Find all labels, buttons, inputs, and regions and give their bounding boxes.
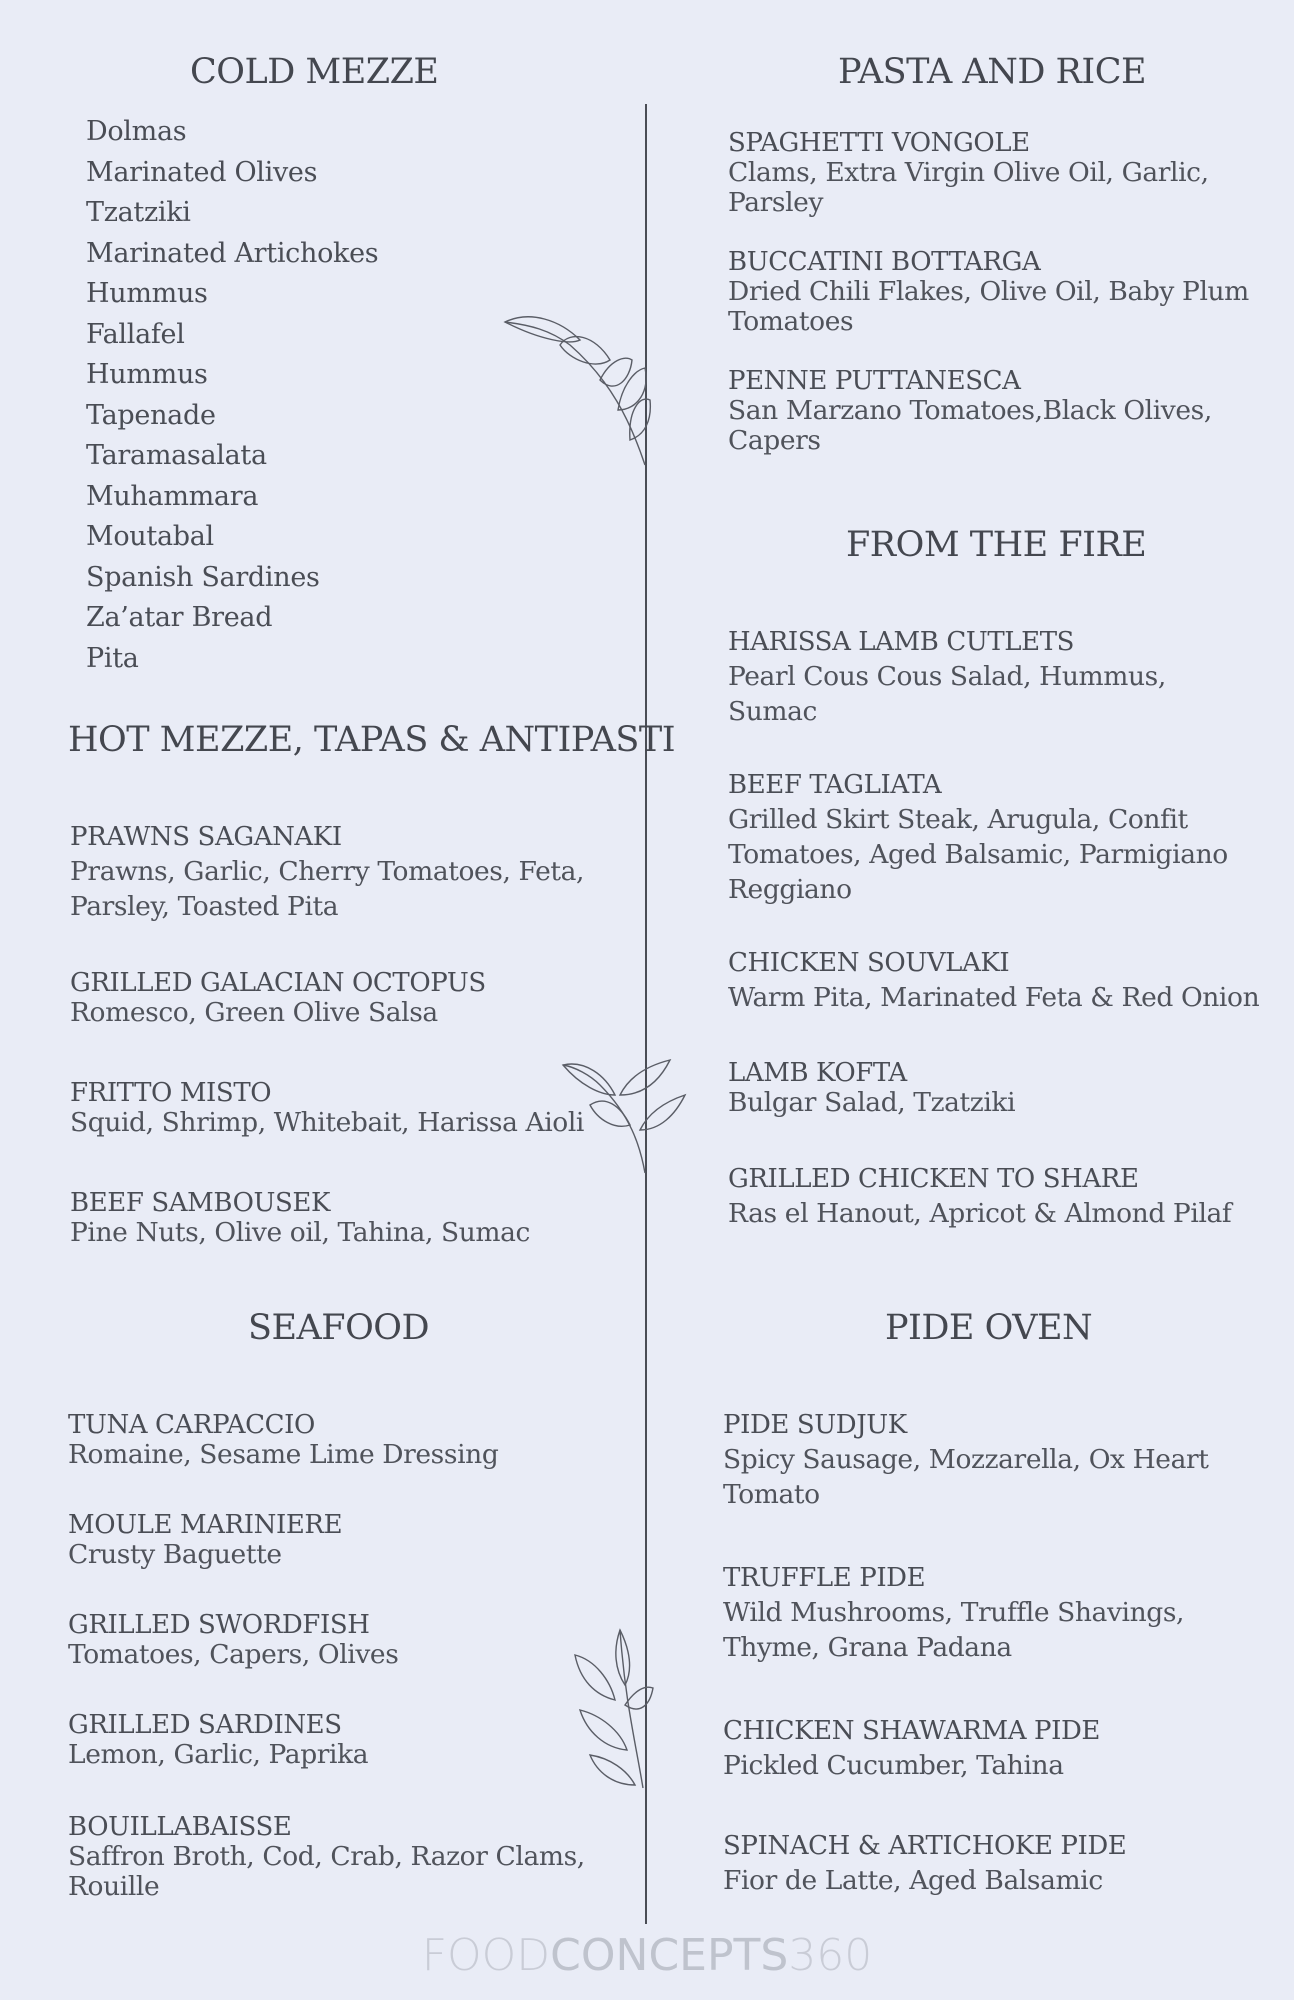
menu-item [723, 1410, 1209, 1512]
item-description: Tomatoes, Capers, Olives [68, 1639, 399, 1670]
section-title-hot-mezze: HOT MEZZE, TAPAS & ANTIPASTI [68, 720, 676, 760]
item-description: Pine Nuts, Olive oil, Tahina, Sumac [70, 1217, 530, 1248]
item-description: Crusty Baguette [68, 1539, 282, 1570]
item-description: Lemon, Garlic, Paprika [68, 1739, 369, 1770]
logo-part-concepts: CONCEPTS [550, 1930, 789, 1981]
menu-item [723, 1831, 1126, 1898]
item-description: Clams, Extra Virgin Olive Oil, Garlic, Parsley [728, 157, 1209, 218]
list-item: Hummus [86, 278, 208, 309]
menu-item [68, 1710, 368, 1770]
item-name: PENNE PUTTANESCA [728, 366, 1021, 396]
item-description: San Marzano Tomatoes,Black Olives, Capers [728, 395, 1212, 456]
item-description: Saffron Broth, Cod, Crab, Razor Clams, Rouille [68, 1841, 585, 1902]
item-name: GRILLED GALACIAN OCTOPUS [70, 968, 486, 998]
menu-item [728, 948, 1259, 1015]
list-item: Marinated Olives [86, 156, 318, 188]
section-title-seafood: SEAFOOD [248, 1308, 430, 1348]
item-name: FRITTO MISTO [70, 1078, 272, 1108]
item-description: Grilled Skirt Steak, Arugula, Confit Tomatoes, Aged Balsamic, Parmigiano Reggiano [728, 804, 1228, 905]
item-description: Spicy Sausage, Mozzarella, Ox Heart Tomato [723, 1444, 1209, 1510]
section-title-pasta-rice: PASTA AND RICE [838, 52, 1147, 92]
section-title-from-fire: FROM THE FIRE [846, 525, 1147, 565]
menu-item [68, 1510, 342, 1570]
menu-item [728, 627, 1166, 729]
cold-mezze-list [86, 112, 378, 679]
list-item: Fallafel [86, 318, 185, 350]
item-name: HARISSA LAMB CUTLETS [728, 627, 1075, 657]
logo-part-food: FOOD [421, 1930, 551, 1981]
section-title-pide-oven: PIDE OVEN [885, 1308, 1093, 1348]
menu-item [723, 1716, 1100, 1783]
menu-item [728, 1164, 1231, 1231]
menu-item [723, 1563, 1184, 1665]
list-item: Za’atar Bread [86, 602, 273, 633]
item-name: BUCCATINI BOTTARGA [728, 247, 1041, 277]
item-description: Ras el Hanout, Apricot & Almond Pilaf [728, 1198, 1232, 1229]
item-description: Prawns, Garlic, Cherry Tomatoes, Feta, Parsley, Toasted Pita [70, 856, 585, 922]
item-name: PIDE SUDJUK [723, 1410, 907, 1440]
menu-item [70, 1078, 584, 1138]
brand-logo [0, 1930, 1294, 1981]
item-description: Squid, Shrimp, Whitebait, Harissa Aioli [70, 1107, 585, 1138]
list-item: Muhammara [86, 480, 259, 512]
list-item: Moutabal [86, 521, 214, 552]
item-name: SPINACH & ARTICHOKE PIDE [723, 1831, 1127, 1861]
item-description: Pickled Cucumber, Tahina [723, 1750, 1064, 1781]
menu-item [728, 247, 1249, 337]
item-name: BEEF SAMBOUSEK [70, 1188, 331, 1218]
menu-item [70, 822, 584, 924]
item-description: Bulgar Salad, Tzatziki [728, 1087, 1016, 1118]
item-name: MOULE MARINIERE [68, 1510, 343, 1540]
menu-item [70, 968, 486, 1028]
item-name: CHICKEN SOUVLAKI [728, 948, 1010, 978]
list-item: Hummus [86, 359, 208, 390]
list-item: Taramasalata [86, 440, 267, 471]
item-description: Fior de Latte, Aged Balsamic [723, 1865, 1103, 1896]
list-item: Tapenade [86, 399, 216, 431]
menu-item [728, 366, 1212, 456]
item-description: Dried Chili Flakes, Olive Oil, Baby Plum Tomatoes [728, 276, 1249, 337]
menu-item [68, 1410, 498, 1470]
list-item: Tzatziki [86, 197, 191, 228]
item-name: BOUILLABAISSE [68, 1812, 292, 1842]
list-item: Marinated Artichokes [86, 237, 379, 269]
item-name: GRILLED CHICKEN TO SHARE [728, 1164, 1139, 1194]
item-description: Romaine, Sesame Lime Dressing [68, 1439, 499, 1470]
item-description: Pearl Cous Cous Salad, Hummus, Sumac [728, 661, 1166, 727]
menu-item [70, 1188, 530, 1248]
item-name: TRUFFLE PIDE [723, 1563, 926, 1593]
item-name: CHICKEN SHAWARMA PIDE [723, 1716, 1100, 1746]
item-description: Romesco, Green Olive Salsa [70, 997, 438, 1028]
item-name: GRILLED SARDINES [68, 1710, 342, 1740]
menu-item [728, 770, 1228, 907]
menu-item [68, 1812, 585, 1902]
item-name: PRAWNS SAGANAKI [70, 822, 342, 852]
section-title-cold-mezze: COLD MEZZE [190, 52, 439, 92]
menu-item [728, 1058, 1015, 1118]
item-description: Wild Mushrooms, Truffle Shavings, Thyme, Grana Padana [723, 1597, 1185, 1663]
item-name: BEEF TAGLIATA [728, 770, 942, 800]
item-name: TUNA CARPACCIO [68, 1410, 315, 1440]
menu-item [68, 1610, 398, 1670]
list-item: Dolmas [86, 116, 187, 147]
menu-item [728, 128, 1209, 218]
item-description: Warm Pita, Marinated Feta & Red Onion [728, 982, 1260, 1013]
logo-part-number: 360 [788, 1930, 873, 1981]
item-name: SPAGHETTI VONGOLE [728, 128, 1030, 158]
list-item: Spanish Sardines [86, 561, 320, 593]
olive-sprig-icon [565, 1620, 655, 1790]
item-name: GRILLED SWORDFISH [68, 1610, 370, 1640]
list-item: Pita [86, 642, 139, 674]
item-name: LAMB KOFTA [728, 1058, 907, 1088]
olive-sprig-icon [500, 300, 660, 470]
